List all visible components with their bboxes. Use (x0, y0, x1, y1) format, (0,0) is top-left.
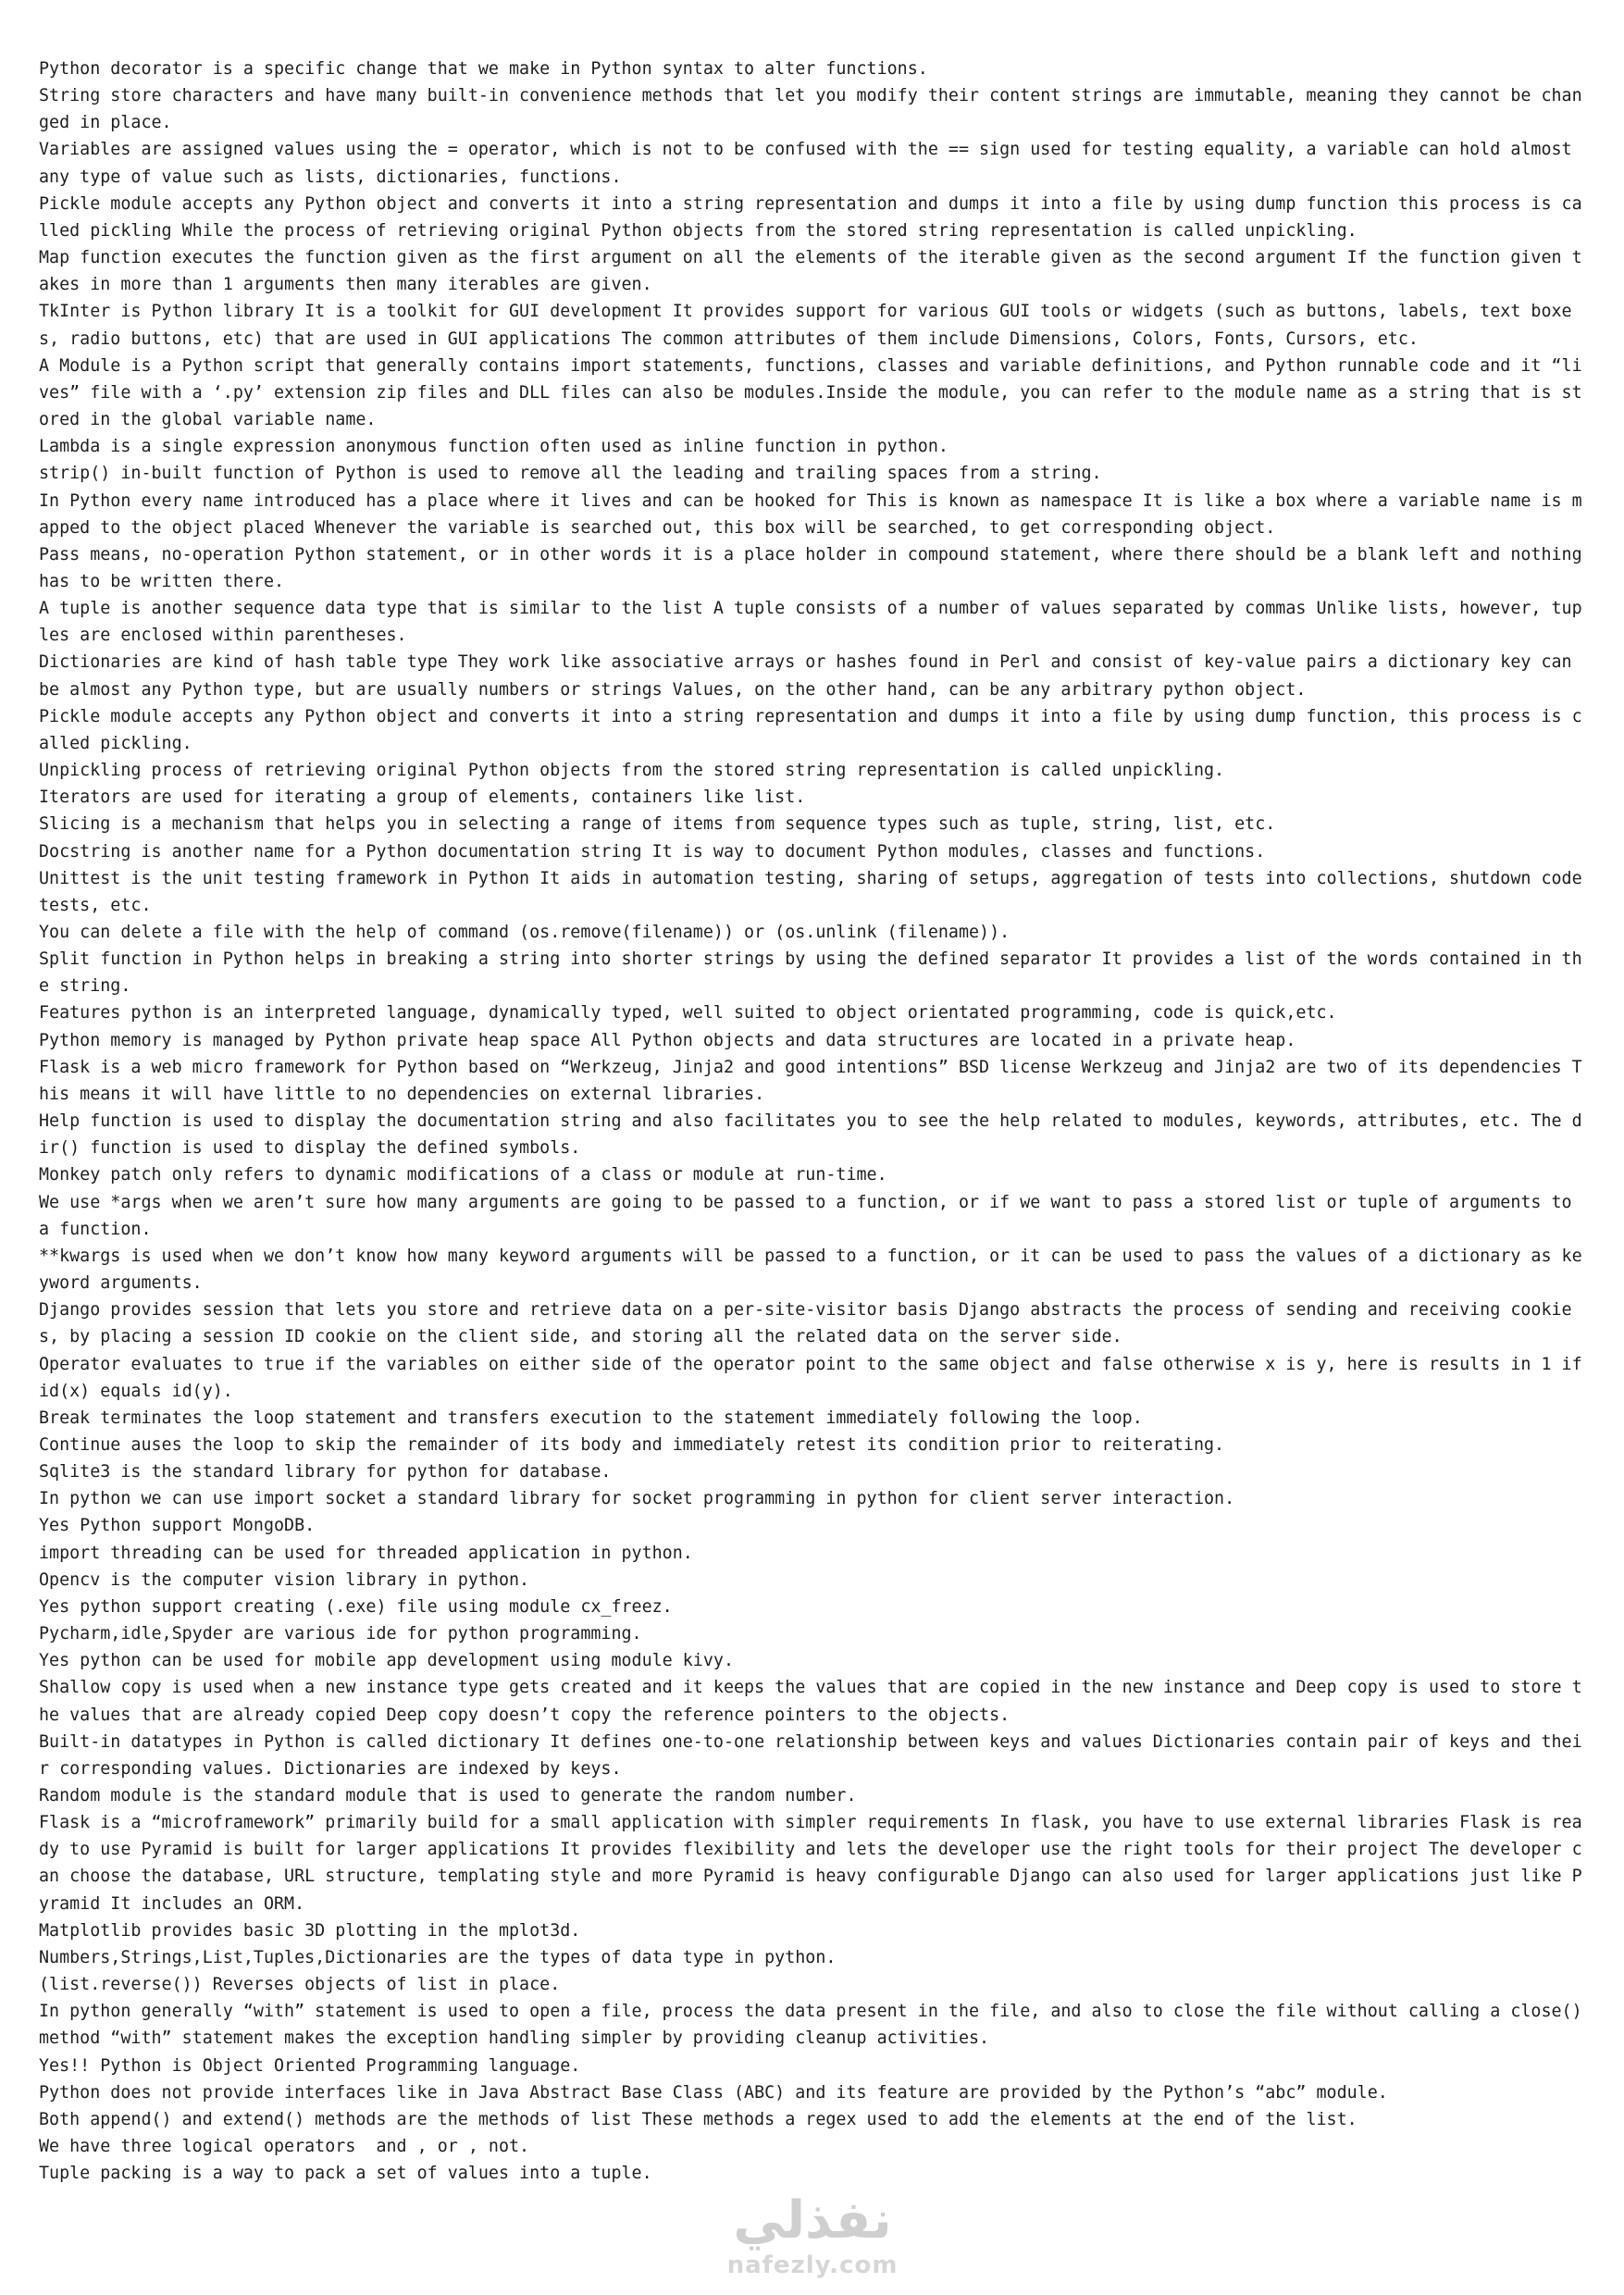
paragraph: Matplotlib provides basic 3D plotting in the mplot3d. (39, 1920, 581, 1941)
paragraph: Django provides session that lets you store and retrieve data on a per-site-visitor basis Django abstracts the process of sending and receiving cookies, by placing a session ID cookie on the client side, and storing all the related data on the server side. (39, 1300, 1572, 1347)
paragraph: Variables are assigned values using the = operator, which is not to be confused with the == sign used for testing equality, a variable can hold almost any type of value such as lists, dictionaries, functions. (39, 140, 1582, 187)
paragraph: Monkey patch only refers to dynamic modifications of a class or module at run-time. (39, 1165, 887, 1185)
paragraph: Yes python can be used for mobile app development using module kivy. (39, 1651, 734, 1671)
paragraph: Dictionaries are kind of hash table type They work like associative arrays or hashes found in Perl and consist of key-value pairs a dictionary key can be almost any Python type, but are usually numbers or strings Values, on the other hand, can be any arbitrary python object. (39, 652, 1582, 700)
paragraph: Iterators are used for iterating a group of elements, containers like list. (39, 788, 806, 808)
paragraph: Map function executes the function given as the first argument on all the elements of the iterable given as the second argument If the function given takes in more than 1 arguments then many iterables are given. (39, 248, 1582, 295)
paragraph: In python generally “with” statement is used to open a file, process the data present in the file, and also to close the file without calling a close() method “with” statement makes the exception handling simpler by providing cleanup activities. (39, 2002, 1593, 2049)
paragraph: A tuple is another sequence data type that is similar to the list A tuple consists of a number of values separated by commas Unlike lists, however, tuples are enclosed within parentheses. (39, 599, 1582, 646)
paragraph: Help function is used to display the documentation string and also facilitates you to see the help related to modules, keywords, attributes, etc. The dir() function is used to display the defined symbols. (39, 1111, 1582, 1159)
paragraph: TkInter is Python library It is a toolkit for GUI development It provides support for various GUI tools or widgets (such as buttons, labels, text boxes, radio buttons, etc) that are used in GUI applications The common attributes of them include Dimensions, Colors, Fonts, Cursors, etc. (39, 302, 1572, 349)
paragraph: Pass means, no-operation Python statement, or in other words it is a place holder in compound statement, where there should be a blank left and nothing has to be written there. (39, 544, 1593, 591)
paragraph: Numbers,Strings,List,Tuples,Dictionaries are the types of data type in python. (39, 1947, 837, 1967)
paragraph: Lambda is a single expression anonymous function often used as inline function in python. (39, 437, 948, 457)
paragraph: Yes!! Python is Object Oriented Programming language. (39, 2055, 581, 2076)
paragraph: Docstring is another name for a Python documentation string It is way to document Python modules, classes and functions. (39, 841, 1266, 862)
paragraph: Operator evaluates to true if the variables on either side of the operator point to the same object and false otherwise x is y, here is results in 1 if id(x) equals id(y). (39, 1354, 1593, 1401)
paragraph: Both append() and extend() methods are the methods of list These methods a regex used to add the elements at the end of the list. (39, 2109, 1357, 2129)
paragraph: **kwargs is used when we don’t know how many keyword arguments will be passed to a function, or it can be used to pass the values of a dictionary as keyword arguments. (39, 1246, 1582, 1294)
paragraph: String store characters and have many built-in convenience methods that let you modify their content strings are immutable, meaning they cannot be changed in place. (39, 86, 1582, 133)
paragraph: A Module is a Python script that generally contains import statements, functions, classes and variable definitions, and Python runnable code and it “lives” file with a ‘.py’ extension zip files and DLL files can also be modules.Inside the module, you can refer to the module name as a string that is stored in the global variable name. (39, 355, 1582, 430)
document-body (39, 56, 1592, 2187)
paragraph: Flask is a “microframework” primarily build for a small application with simpler requirements In flask, you have to use external libraries Flask is ready to use Pyramid is built for larger applications It provides flexibility and lets the developer use the right tools for their project The developer can choose the database, URL structure, templating style and more Pyramid is heavy configurable Django can also used for larger applications just like Pyramid It includes an ORM. (39, 1813, 1582, 1914)
paragraph: Unpickling process of retrieving original Python objects from the stored string representation is called unpickling. (39, 761, 1225, 781)
paragraph: Slicing is a mechanism that helps you in selecting a range of items from sequence types such as tuple, string, list, etc. (39, 814, 1276, 835)
paragraph: Split function in Python helps in breaking a string into shorter strings by using the defined separator It provides a list of the words contained in the string. (39, 949, 1582, 997)
paragraph: You can delete a file with the help of command (os.remove(filename)) or (os.unlink (filename)). (39, 923, 1010, 942)
paragraph: Pickle module accepts any Python object and converts it into a string representation and dumps it into a file by using dump function, this process is called pickling. (39, 706, 1582, 753)
paragraph: Features python is an interpreted language, dynamically typed, well suited to object orientated programming, code is quick,etc. (39, 1003, 1337, 1023)
paragraph: Shallow copy is used when a new instance type gets created and it keeps the values that are copied in the new instance and Deep copy is used to store the values that are already copied Deep copy doesn’t copy the reference pointers to the objects. (39, 1678, 1582, 1725)
paragraph: Python memory is managed by Python private heap space All Python objects and data structures are located in a private heap. (39, 1030, 1296, 1050)
paragraph: Yes python support creating (.exe) file using module cx_freez. (39, 1596, 673, 1617)
paragraph: Continue auses the loop to skip the remainder of its body and immediately retest its condition prior to reiterating. (39, 1434, 1225, 1455)
paragraph: In python we can use import socket a standard library for socket programming in python for client server interaction. (39, 1489, 1235, 1509)
paragraph: We have three logical operators and , or , not. (39, 2137, 530, 2157)
watermark-logo (711, 2191, 914, 2295)
paragraph: Flask is a web micro framework for Python based on “Werkzeug, Jinja2 and good intentions” BSD license Werkzeug and Jinja2 are two of its dependencies This means it will have little to no dependencies on external libraries. (39, 1057, 1582, 1104)
paragraph: Opencv is the computer vision library in python. (39, 1569, 530, 1590)
paragraph: Break terminates the loop statement and transfers execution to the statement immediately following the loop. (39, 1408, 1143, 1428)
paragraph: In Python every name introduced has a place where it lives and can be hooked for This is known as namespace It is like a box where a variable name is mapped to the object placed Whenever the variable is searched out, this box will be searched, to get corresponding object. (39, 490, 1582, 538)
paragraph: strip() in-built function of Python is used to remove all the leading and trailing spaces from a string. (39, 464, 1102, 484)
paragraph: Unittest is the unit testing framework in Python It aids in automation testing, sharing of setups, aggregation of tests into collections, shutdown code tests, etc. (39, 868, 1593, 915)
paragraph: Python does not provide interfaces like in Java Abstract Base Class (ABC) and its feature are provided by the Python’s “abc” module. (39, 2082, 1388, 2103)
paragraph: import threading can be used for threaded application in python. (39, 1543, 693, 1563)
paragraph: Python decorator is a specific change that we make in Python syntax to alter functions. (39, 59, 928, 79)
paragraph: (list.reverse()) Reverses objects of list in place. (39, 1975, 561, 1995)
paragraph: Pycharm,idle,Spyder are various ide for python programming. (39, 1624, 642, 1644)
paragraph: Tuple packing is a way to pack a set of values into a tuple. (39, 2164, 652, 2184)
paragraph: Pickle module accepts any Python object and converts it into a string representation and dumps it into a file by using dump function this process is called pickling While the process of retrieving original Python objects from the stored string representation is called unpickling. (39, 193, 1582, 241)
paragraph: Sqlite3 is the standard library for python for database. (39, 1462, 612, 1482)
paragraph: Yes Python support MongoDB. (39, 1516, 316, 1536)
paragraph: Built-in datatypes in Python is called dictionary It defines one-to-one relationship between keys and values Dictionaries contain pair of keys and their corresponding values. Dictionaries are indexed by keys. (39, 1731, 1582, 1779)
watermark-latin-text: nafezly.com (726, 2252, 899, 2279)
watermark-arabic-text: نفذلي (733, 2190, 892, 2251)
paragraph: We use *args when we aren’t sure how many arguments are going to be passed to a function, or if we want to pass a stored list or tuple of arguments to a function. (39, 1192, 1582, 1239)
paragraph: Random module is the standard module that is used to generate the random number. (39, 1786, 857, 1805)
